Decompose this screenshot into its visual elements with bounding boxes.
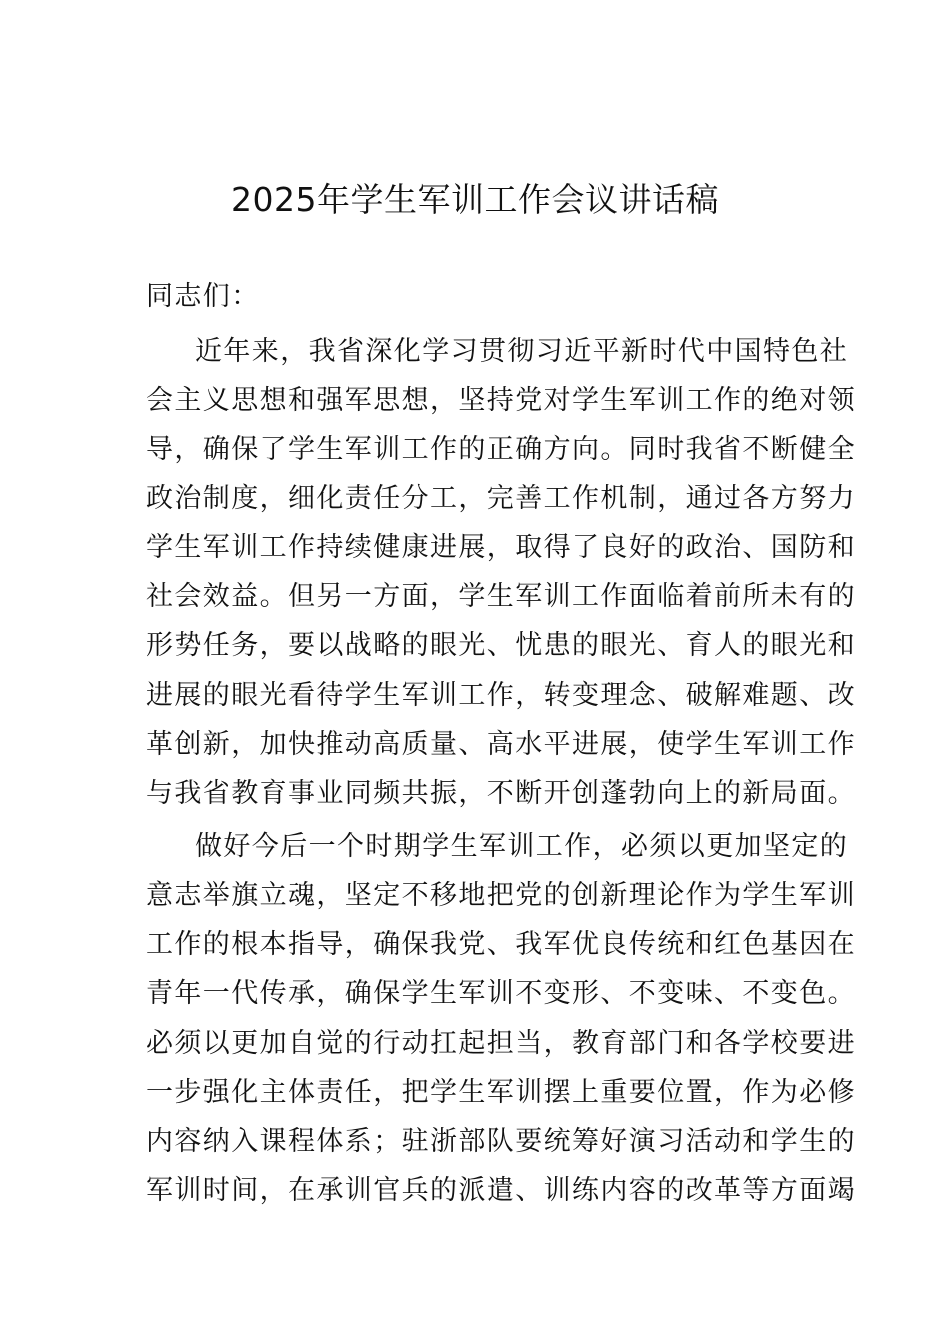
paragraph-1-line: 学生军训工作持续健康进展，取得了良好的政治、国防和 — [146, 532, 856, 563]
paragraph-2-line: 做好今后一个时期学生军训工作，必须以更加坚定的 — [195, 831, 849, 862]
paragraph-1-line: 与我省教育事业同频共振，不断开创蓬勃向上的新局面。 — [146, 778, 856, 809]
paragraph-1-line: 会主义思想和强军思想，坚持党对学生军训工作的绝对领 — [146, 385, 856, 416]
paragraph-1-line: 政治制度，细化责任分工，完善工作机制，通过各方努力 — [146, 483, 856, 514]
paragraph-1-line: 革创新，加快推动高质量、高水平进展，使学生军训工作 — [146, 729, 856, 760]
paragraph-1-line: 形势任务，要以战略的眼光、忧患的眼光、育人的眼光和 — [146, 630, 856, 661]
paragraph-2-line: 一步强化主体责任，把学生军训摆上重要位置，作为必修 — [146, 1077, 856, 1108]
paragraph-2-line: 意志举旗立魂，坚定不移地把党的创新理论作为学生军训 — [146, 880, 856, 911]
paragraph-1-line: 导，确保了学生军训工作的正确方向。同时我省不断健全 — [146, 434, 856, 465]
paragraph-2-line: 内容纳入课程体系；驻浙部队要统筹好演习活动和学生的 — [146, 1126, 856, 1157]
paragraph-1-line: 近年来，我省深化学习贯彻习近平新时代中国特色社 — [195, 336, 849, 367]
document-title: 2025年学生军训工作会议讲话稿 — [231, 180, 719, 219]
paragraph-2-line: 军训时间，在承训官兵的派遣、训练内容的改革等方面竭 — [146, 1175, 856, 1206]
paragraph-2-line: 青年一代传承，确保学生军训不变形、不变味、不变色。 — [146, 978, 856, 1009]
paragraph-1-line: 进展的眼光看待学生军训工作，转变理念、破解难题、改 — [146, 680, 856, 711]
paragraph-1-line: 社会效益。但另一方面，学生军训工作面临着前所未有的 — [146, 581, 856, 612]
paragraph-2-line: 必须以更加自觉的行动扛起担当，教育部门和各学校要进 — [146, 1028, 856, 1059]
paragraph-2-line: 工作的根本指导，确保我党、我军优良传统和红色基因在 — [146, 929, 856, 960]
salutation: 同志们： — [146, 281, 260, 312]
